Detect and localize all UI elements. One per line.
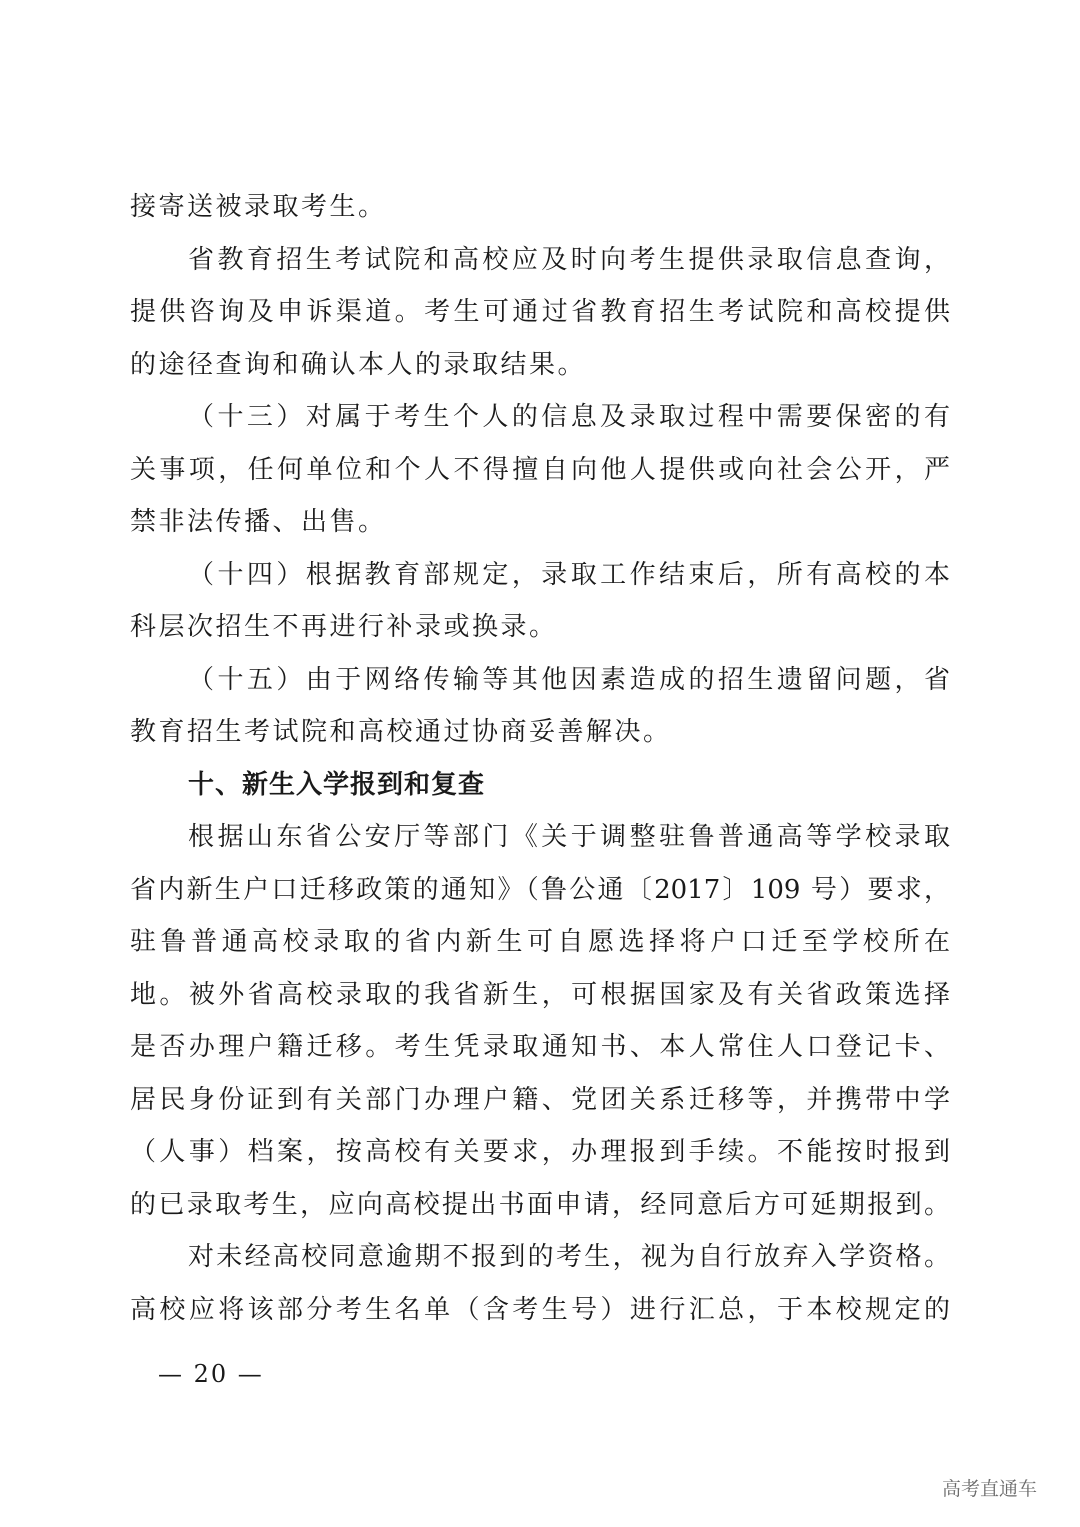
text-line: （十四）根据教育部规定，录取工作结束后，所有高校的本	[188, 559, 950, 590]
page-number: — 20 —	[158, 1360, 264, 1388]
text-line: 驻鲁普通高校录取的省内新生可自愿选择将户口迁至学校所在	[130, 927, 950, 957]
section-heading: 十、新生入学报到和复查	[188, 769, 486, 800]
text-line: 省内新生户口迁移政策的通知》（鲁公通〔2017〕109 号）要求，	[130, 874, 950, 905]
text-line: （十五）由于网络传输等其他因素造成的招生遗留问题，省	[188, 664, 950, 695]
text-line: 高校应将该部分考生名单（含考生号）进行汇总，于本校规定的	[130, 1294, 950, 1325]
text-line: 是否办理户籍迁移。考生凭录取通知书、本人常住人口登记卡、	[130, 1032, 950, 1062]
text-line: 根据山东省公安厅等部门《关于调整驻鲁普通高等学校录取	[188, 822, 950, 852]
text-line: 教育招生考试院和高校通过协商妥善解决。	[130, 717, 672, 747]
text-line: 禁非法传播、出售。	[130, 507, 387, 537]
text-line: 地。被外省高校录取的我省新生，可根据国家及有关省政策选择	[130, 979, 950, 1010]
text-line: 居民身份证到有关部门办理户籍、党团关系迁移等，并携带中学	[130, 1084, 950, 1115]
text-line: 科层次招生不再进行补录或换录。	[130, 612, 558, 642]
text-line: （十三）对属于考生个人的信息及录取过程中需要保密的有	[188, 402, 950, 432]
document-body	[130, 181, 950, 1336]
text-line: 接寄送被录取考生。	[130, 192, 387, 222]
text-line: 提供咨询及申诉渠道。考生可通过省教育招生考试院和高校提供	[130, 297, 950, 327]
text-line: 的途径查询和确认本人的录取结果。	[130, 349, 587, 380]
text-line: 的已录取考生，应向高校提出书面申请，经同意后方可延期报到。	[130, 1189, 950, 1220]
text-line: 对未经高校同意逾期不报到的考生，视为自行放弃入学资格。	[188, 1242, 950, 1272]
text-line: 省教育招生考试院和高校应及时向考生提供录取信息查询，	[188, 244, 950, 275]
text-line: （人事）档案，按高校有关要求，办理报到手续。不能按时报到	[130, 1137, 950, 1167]
text-line: 关事项，任何单位和个人不得擅自向他人提供或向社会公开，严	[130, 454, 950, 485]
watermark: 高考直通车	[942, 1478, 1038, 1500]
